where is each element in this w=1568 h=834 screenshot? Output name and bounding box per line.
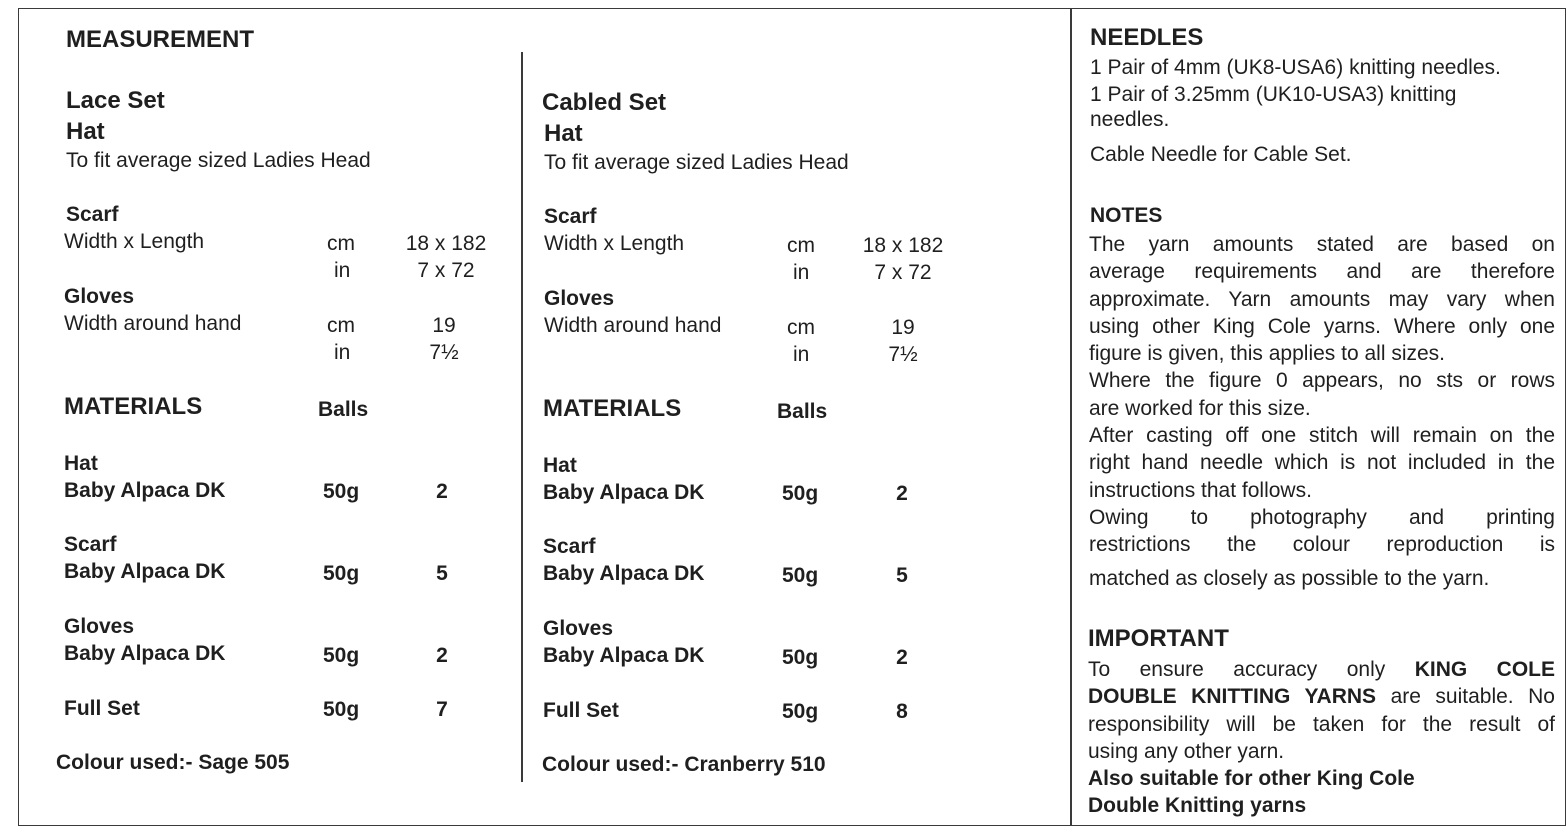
cabled-full-set-weight: 50g: [782, 700, 819, 723]
lace-scarf-in-value: 7 x 72: [417, 259, 475, 282]
important-line-2: [1088, 683, 1555, 710]
notes-line: After casting off one stitch will remain on the: [1089, 424, 1555, 448]
lace-gloves-title: Gloves: [64, 285, 135, 308]
important-body: [1088, 656, 1555, 820]
lace-full-set-balls: 7: [436, 698, 448, 721]
cabled-scarf-label: Width x Length: [544, 232, 685, 255]
lace-gloves-item: Gloves: [64, 615, 135, 638]
cabled-scarf-title: Scarf: [544, 205, 597, 228]
cabled-scarf-yarn: Baby Alpaca DK: [543, 562, 705, 585]
important-line-1: [1088, 656, 1555, 683]
cabled-gloves-balls: 2: [896, 646, 908, 669]
lace-hat-title: Hat: [66, 118, 105, 145]
cabled-scarf-unit-cm: cm: [787, 234, 815, 257]
cabled-gloves-item: Gloves: [543, 617, 614, 640]
lace-hat-fit: To fit average sized Ladies Head: [66, 149, 371, 172]
notes-body: [1089, 231, 1555, 592]
cabled-hat-weight: 50g: [782, 482, 819, 505]
cabled-materials-heading: MATERIALS: [543, 395, 682, 422]
cabled-scarf-unit-in: in: [793, 261, 810, 284]
cabled-full-set-label: Full Set: [543, 699, 619, 722]
lace-set-title: Lace Set: [66, 87, 165, 114]
important-line-4: using any other yarn.: [1088, 739, 1285, 763]
needles-line-3: Cable Needle for Cable Set.: [1090, 143, 1352, 166]
lace-gloves-unit-in: in: [334, 341, 351, 364]
cabled-gloves-in-value: 7½: [888, 343, 918, 366]
cabled-hat-balls: 2: [896, 482, 908, 505]
important-line-3: responsibility will be taken for the result of: [1088, 712, 1555, 736]
needles-line-2b: needles.: [1090, 108, 1170, 131]
lace-colour-used: Colour used:- Sage 505: [56, 751, 290, 774]
lace-gloves-label: Width around hand: [64, 312, 242, 335]
cabled-set-title: Cabled Set: [542, 89, 667, 116]
lace-scarf-cm-value: 18 x 182: [405, 232, 487, 255]
lace-gloves-yarn: Baby Alpaca DK: [64, 642, 226, 665]
cabled-hat-title: Hat: [544, 120, 583, 147]
cabled-full-set-balls: 8: [896, 700, 908, 723]
column-divider-right: [1070, 9, 1072, 825]
lace-scarf-unit-in: in: [334, 259, 351, 282]
cabled-gloves-yarn: Baby Alpaca DK: [543, 644, 705, 667]
lace-scarf-unit-cm: cm: [327, 232, 355, 255]
needles-line-2a: 1 Pair of 3.25mm (UK10-USA3) knitting: [1090, 83, 1457, 106]
cabled-scarf-weight: 50g: [782, 564, 819, 587]
cabled-gloves-unit-cm: cm: [787, 316, 815, 339]
cabled-gloves-title: Gloves: [544, 287, 615, 310]
measurement-heading: MEASUREMENT: [66, 26, 255, 53]
lace-scarf-label: Width x Length: [64, 230, 205, 253]
lace-scarf-balls: 5: [436, 562, 448, 585]
cabled-gloves-weight: 50g: [782, 646, 819, 669]
cabled-hat-item: Hat: [543, 454, 577, 477]
lace-scarf-weight: 50g: [323, 562, 360, 585]
notes-line: are worked for this size.: [1089, 396, 1311, 420]
needles-heading: NEEDLES: [1090, 24, 1204, 51]
notes-line: right hand needle which is not included in the: [1089, 451, 1555, 475]
notes-line: restrictions the colour reproduction is: [1089, 533, 1555, 557]
cabled-scarf-item: Scarf: [543, 535, 596, 558]
lace-gloves-unit-cm: cm: [327, 314, 355, 337]
lace-materials-heading: MATERIALS: [64, 393, 203, 420]
notes-line: figure is given, this applies to all sizes.: [1089, 342, 1446, 366]
lace-scarf-yarn: Baby Alpaca DK: [64, 560, 226, 583]
lace-scarf-title: Scarf: [66, 203, 119, 226]
cabled-hat-yarn: Baby Alpaca DK: [543, 481, 705, 504]
lace-full-set-label: Full Set: [64, 697, 140, 720]
notes-line: approximate. Yarn amounts may vary when: [1089, 287, 1555, 311]
cabled-gloves-unit-in: in: [793, 343, 810, 366]
lace-balls-label: Balls: [318, 398, 369, 421]
notes-line: instructions that follows.: [1089, 478, 1312, 502]
notes-line: using other King Cole yarns. Where only one: [1089, 314, 1555, 338]
cabled-balls-label: Balls: [777, 400, 828, 423]
lace-gloves-cm-value: 19: [432, 314, 456, 337]
notes-line: matched as closely as possible to the yarn.: [1089, 566, 1490, 590]
notes-heading: NOTES: [1090, 204, 1163, 227]
needles-line-1: 1 Pair of 4mm (UK8-USA6) knitting needles.: [1090, 56, 1501, 79]
cabled-scarf-balls: 5: [896, 564, 908, 587]
lace-gloves-weight: 50g: [323, 644, 360, 667]
lace-gloves-in-value: 7½: [429, 341, 459, 364]
important-line-5: Also suitable for other King Cole: [1088, 767, 1415, 791]
lace-hat-weight: 50g: [323, 480, 360, 503]
cabled-hat-fit: To fit average sized Ladies Head: [544, 151, 849, 174]
important-heading: IMPORTANT: [1088, 625, 1229, 652]
important-brand: KING COLE: [1414, 658, 1556, 681]
lace-hat-item: Hat: [64, 452, 98, 475]
lace-full-set-weight: 50g: [323, 698, 360, 721]
lace-scarf-item: Scarf: [64, 533, 117, 556]
lace-hat-yarn: Baby Alpaca DK: [64, 479, 226, 502]
lace-gloves-balls: 2: [436, 644, 448, 667]
notes-line: Where the figure 0 appears, no sts or rows: [1089, 369, 1555, 393]
important-line-6: Double Knitting yarns: [1088, 794, 1307, 818]
cabled-colour-used: Colour used:- Cranberry 510: [542, 753, 826, 776]
important-yarn-type: DOUBLE KNITTING YARNS: [1088, 685, 1377, 709]
cabled-gloves-cm-value: 19: [891, 316, 915, 339]
column-divider-left: [521, 52, 523, 782]
notes-line: average requirements and are therefore: [1089, 260, 1555, 284]
important-line-2-text: are suitable. No: [1390, 685, 1555, 709]
cabled-scarf-cm-value: 18 x 182: [862, 234, 944, 257]
cabled-scarf-in-value: 7 x 72: [874, 261, 932, 284]
cabled-gloves-label: Width around hand: [544, 314, 722, 337]
notes-line: The yarn amounts stated are based on: [1089, 233, 1555, 256]
notes-line: Owing to photography and printing: [1089, 505, 1555, 529]
lace-hat-balls: 2: [436, 480, 448, 503]
important-line-1-text: To ensure accuracy only: [1088, 658, 1386, 681]
